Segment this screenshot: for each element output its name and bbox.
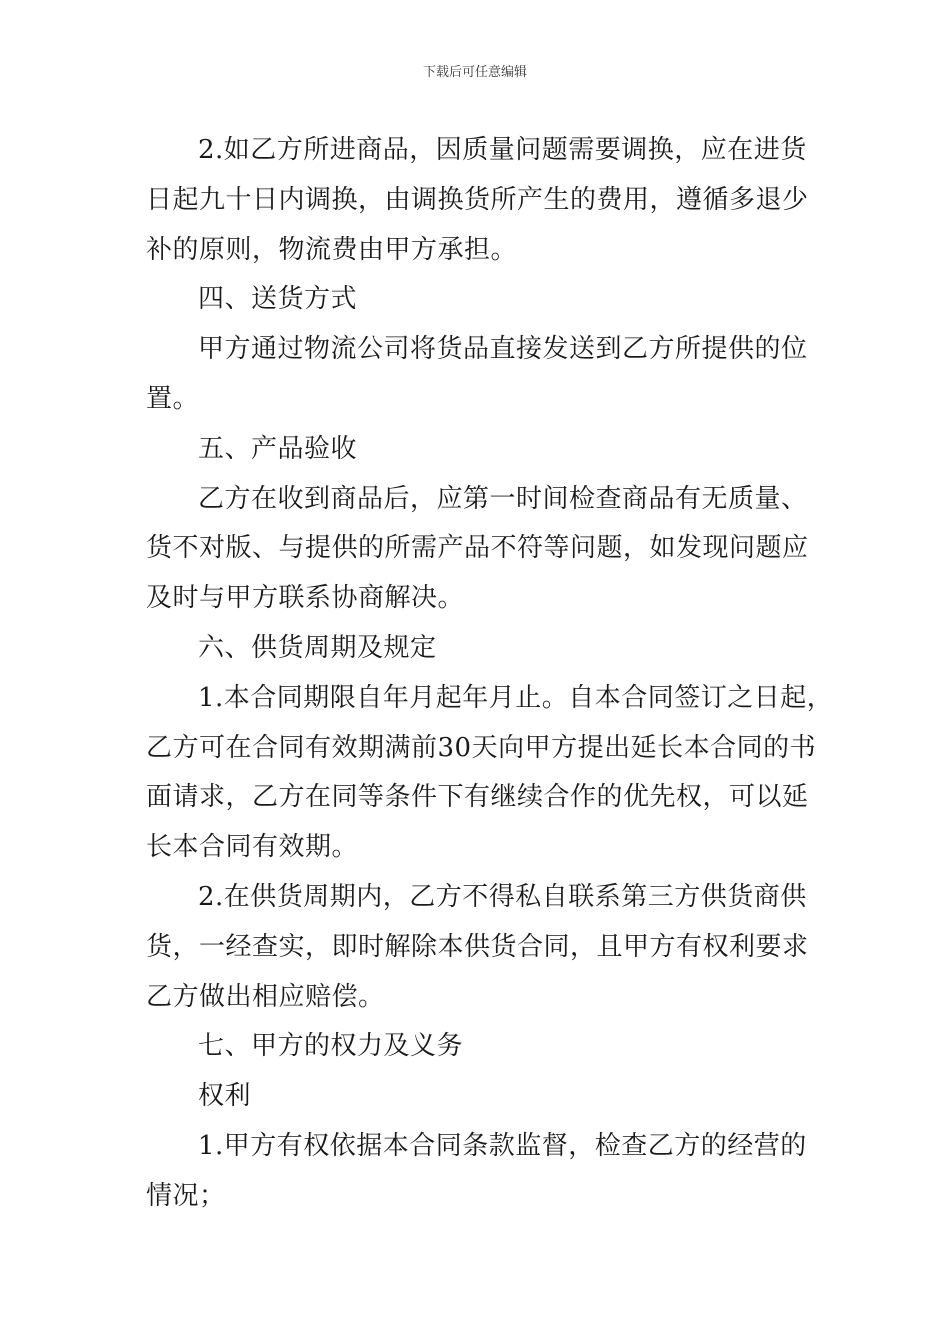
text-line: 乙方在收到商品后，应第一时间检查商品有无质量、 [198, 483, 808, 514]
subsection-heading: 权利 [198, 1081, 252, 1112]
text-line: 补的原则，物流费由甲方承担。 [146, 234, 518, 265]
text-line: 长本合同有效期。 [146, 832, 359, 863]
section-heading: 六、供货周期及规定 [198, 632, 437, 663]
text-line: 1.本合同期限自年月起年月止。自本合同签订之日起， [198, 682, 834, 713]
document-body [146, 126, 834, 1222]
page-header-note: 下载后可任意编辑 [422, 65, 527, 80]
text-line: 1.甲方有权依据本合同条款监督，检查乙方的经营的 [198, 1130, 807, 1161]
text-line: 2.如乙方所进商品，因质量问题需要调换，应在进货 [198, 135, 807, 165]
section-heading: 五、产品验收 [198, 433, 358, 464]
section-heading: 七、甲方的权力及义务 [198, 1031, 464, 1062]
text-line: 及时与甲方联系协商解决。 [146, 583, 465, 614]
text-line: 甲方通过物流公司将货品直接发送到乙方所提供的位 [198, 334, 808, 365]
text-line: 面请求，乙方在同等条件下有继续合作的优先权，可以延 [146, 782, 809, 813]
text-line: 乙方可在合同有效期满前30天向甲方提出延长本合同的书 [146, 732, 817, 763]
text-line: 乙方做出相应赔偿。 [146, 981, 385, 1012]
text-line: 置。 [146, 383, 200, 414]
text-line: 货不对版、与提供的所需产品不符等问题，如发现问题应 [146, 533, 809, 564]
text-line: 日起九十日内调换，由调换货所产生的费用，遵循多退少 [146, 184, 809, 215]
text-line: 货，一经查实，即时解除本供货合同，且甲方有权利要求 [146, 931, 809, 962]
section-heading: 四、送货方式 [198, 284, 358, 315]
text-line: 情况； [146, 1180, 226, 1211]
text-line: 2.在供货周期内，乙方不得私自联系第三方供货商供 [198, 881, 807, 912]
